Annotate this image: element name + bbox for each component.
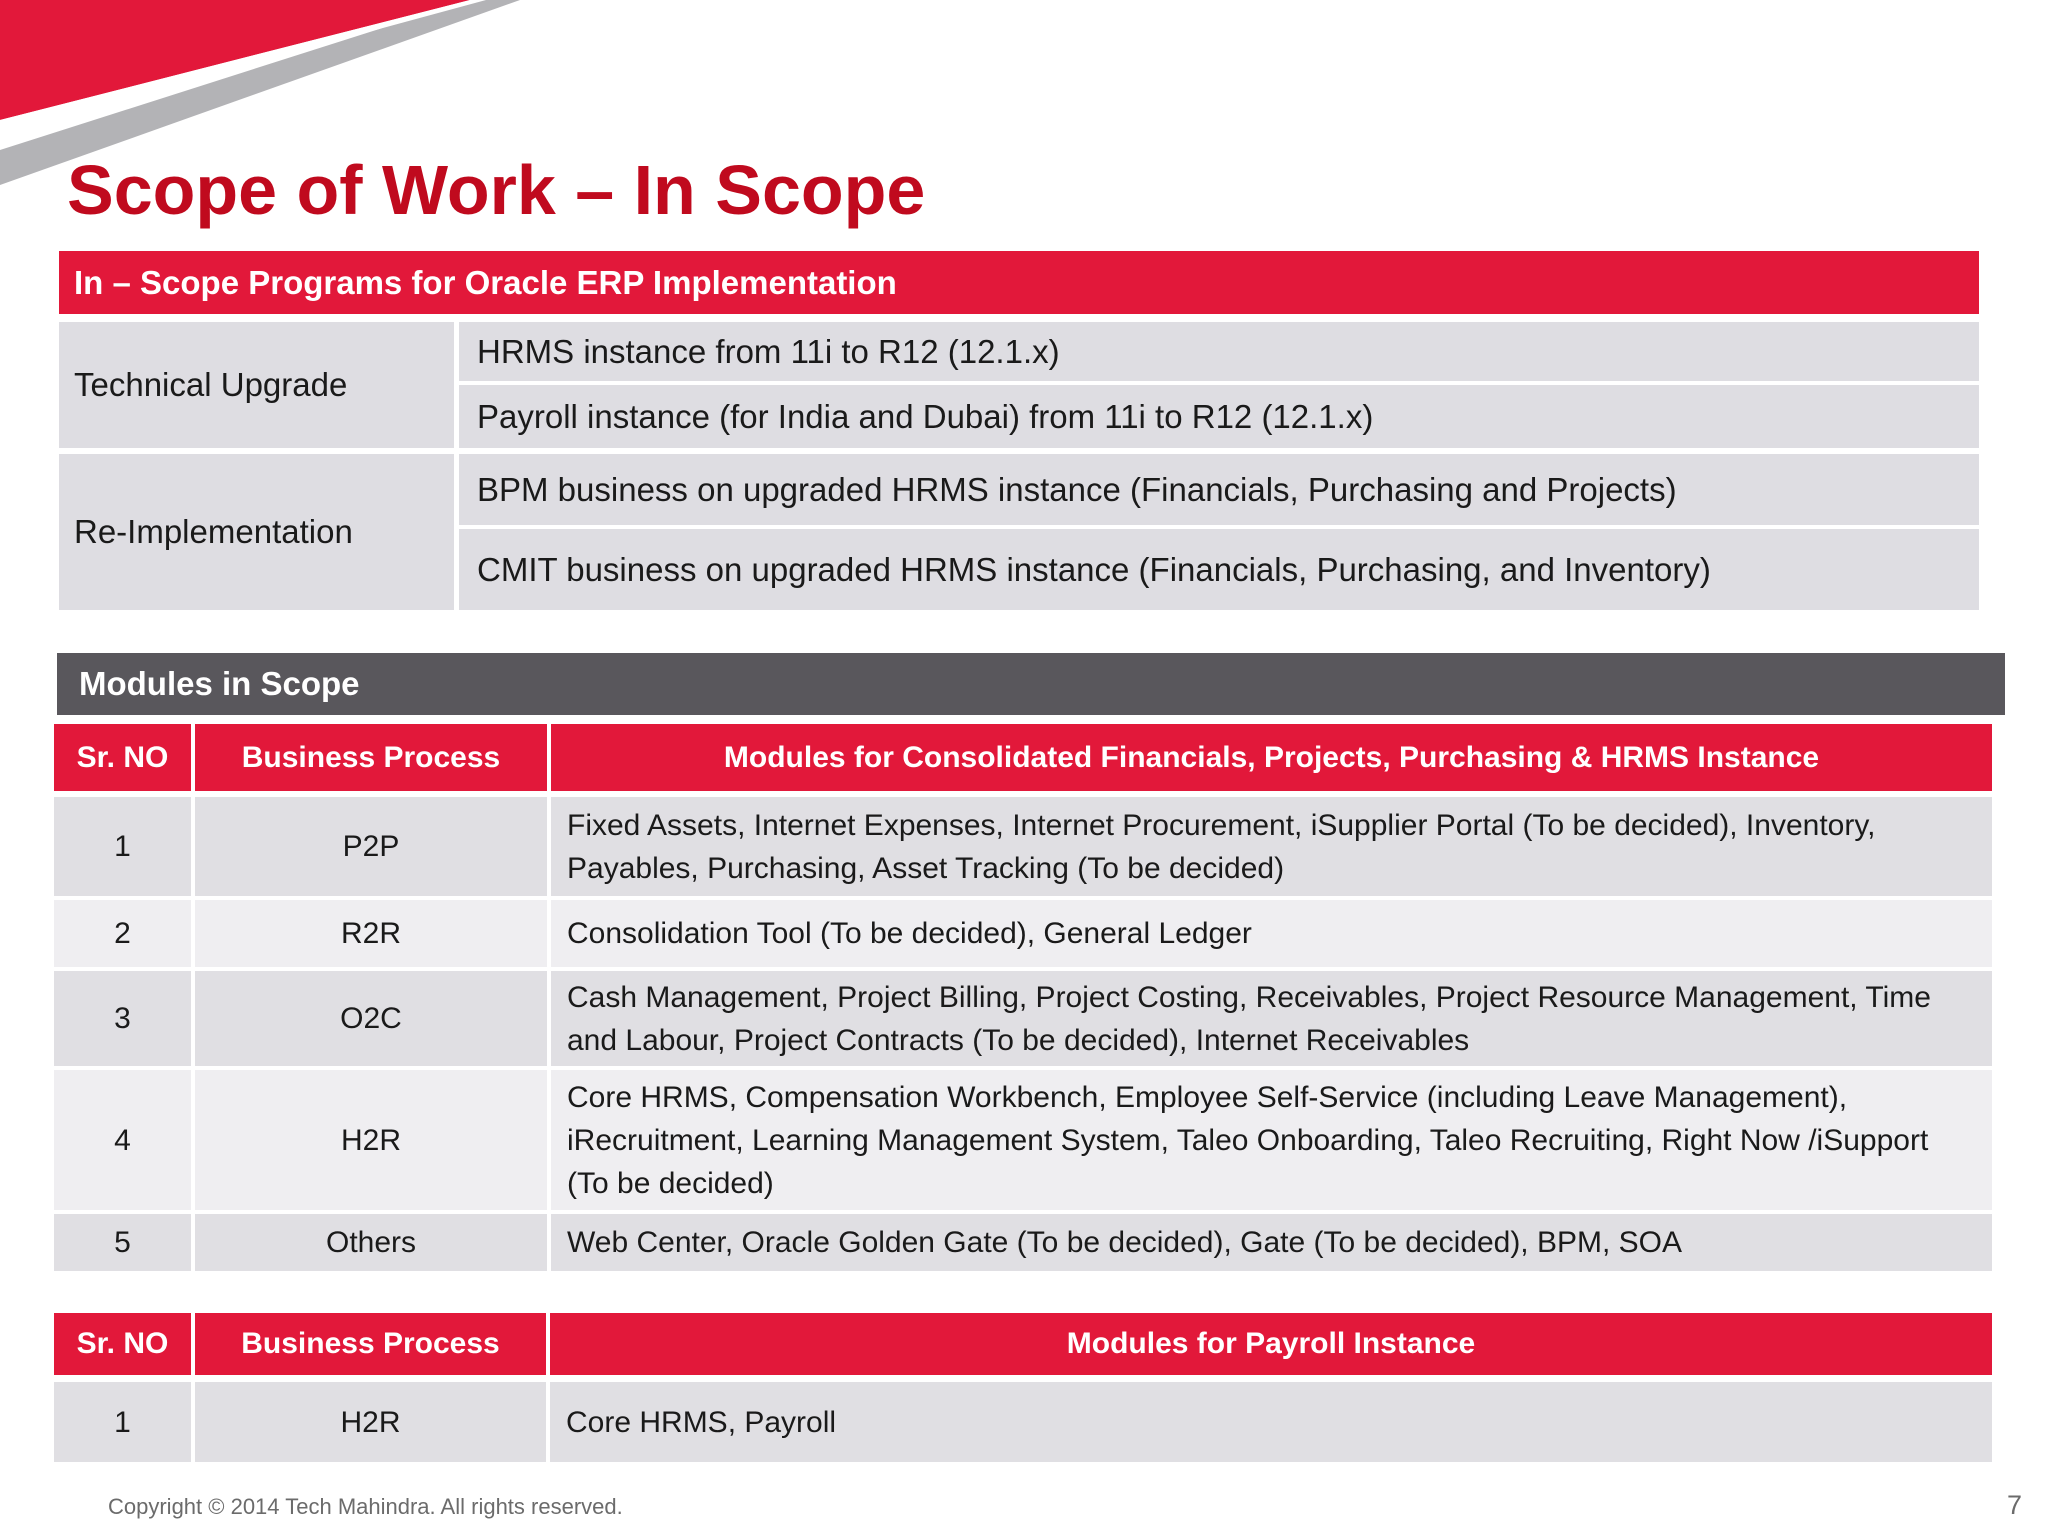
table1-col-modules: Modules for Consolidated Financials, Projects, Purchasing & HRMS Instance (551, 724, 1992, 791)
program-item: CMIT business on upgraded HRMS instance (Financials, Purchasing, and Inventory) (459, 529, 1979, 610)
table-row-modules: Fixed Assets, Internet Expenses, Internet Procurement, iSupplier Portal (To be decided), Inventory, Payables, Purchasing, Asset Tracking (To be decided) (551, 797, 1992, 896)
table-row-modules: Core HRMS, Payroll (550, 1382, 1992, 1462)
table-row-sr: 5 (54, 1214, 191, 1271)
page-title: Scope of Work – In Scope (67, 151, 926, 229)
table-row-sr: 2 (54, 900, 191, 967)
program-group-label: Technical Upgrade (59, 322, 454, 448)
table-row-modules: Consolidation Tool (To be decided), General Ledger (551, 900, 1992, 967)
table-row-modules: Web Center, Oracle Golden Gate (To be decided), Gate (To be decided), BPM, SOA (551, 1214, 1992, 1271)
table-row-process: H2R (195, 1382, 546, 1462)
table2-col-process: Business Process (195, 1313, 546, 1375)
program-item: BPM business on upgraded HRMS instance (Financials, Purchasing and Projects) (459, 454, 1979, 525)
table-row-process: Others (195, 1214, 547, 1271)
table-row-process: P2P (195, 797, 547, 896)
table-row-modules: Cash Management, Project Billing, Project Costing, Receivables, Project Resource Management, Time and Labour, Project Contracts (To be decided), Internet Receivables (551, 971, 1992, 1066)
table-row-sr: 1 (54, 1382, 191, 1462)
table-row-sr: 4 (54, 1070, 191, 1210)
program-item: Payroll instance (for India and Dubai) from 11i to R12 (12.1.x) (459, 385, 1979, 448)
table2-col-modules: Modules for Payroll Instance (550, 1313, 1992, 1375)
copyright-notice: Copyright © 2014 Tech Mahindra. All rights reserved. (108, 1494, 623, 1519)
table-row-process: O2C (195, 971, 547, 1066)
table1-col-process: Business Process (195, 724, 547, 791)
modules-header: Modules in Scope (57, 653, 2005, 715)
table-row-process: R2R (195, 900, 547, 967)
programs-header: In – Scope Programs for Oracle ERP Implementation (59, 251, 1979, 314)
table-row-sr: 1 (54, 797, 191, 896)
program-item: HRMS instance from 11i to R12 (12.1.x) (459, 322, 1979, 381)
table1-col-sr: Sr. NO (54, 724, 191, 791)
program-group-label: Re-Implementation (59, 454, 454, 610)
table-row-process: H2R (195, 1070, 547, 1210)
table-row-modules: Core HRMS, Compensation Workbench, Employee Self-Service (including Leave Management), iRecruitment, Learning Management System, Taleo Onboarding, Taleo Recruiting, Right Now /iSupport (To be decided) (551, 1070, 1992, 1210)
page-number: 7 (2006, 1490, 2022, 1520)
table-row-sr: 3 (54, 971, 191, 1066)
table2-col-sr: Sr. NO (54, 1313, 191, 1375)
